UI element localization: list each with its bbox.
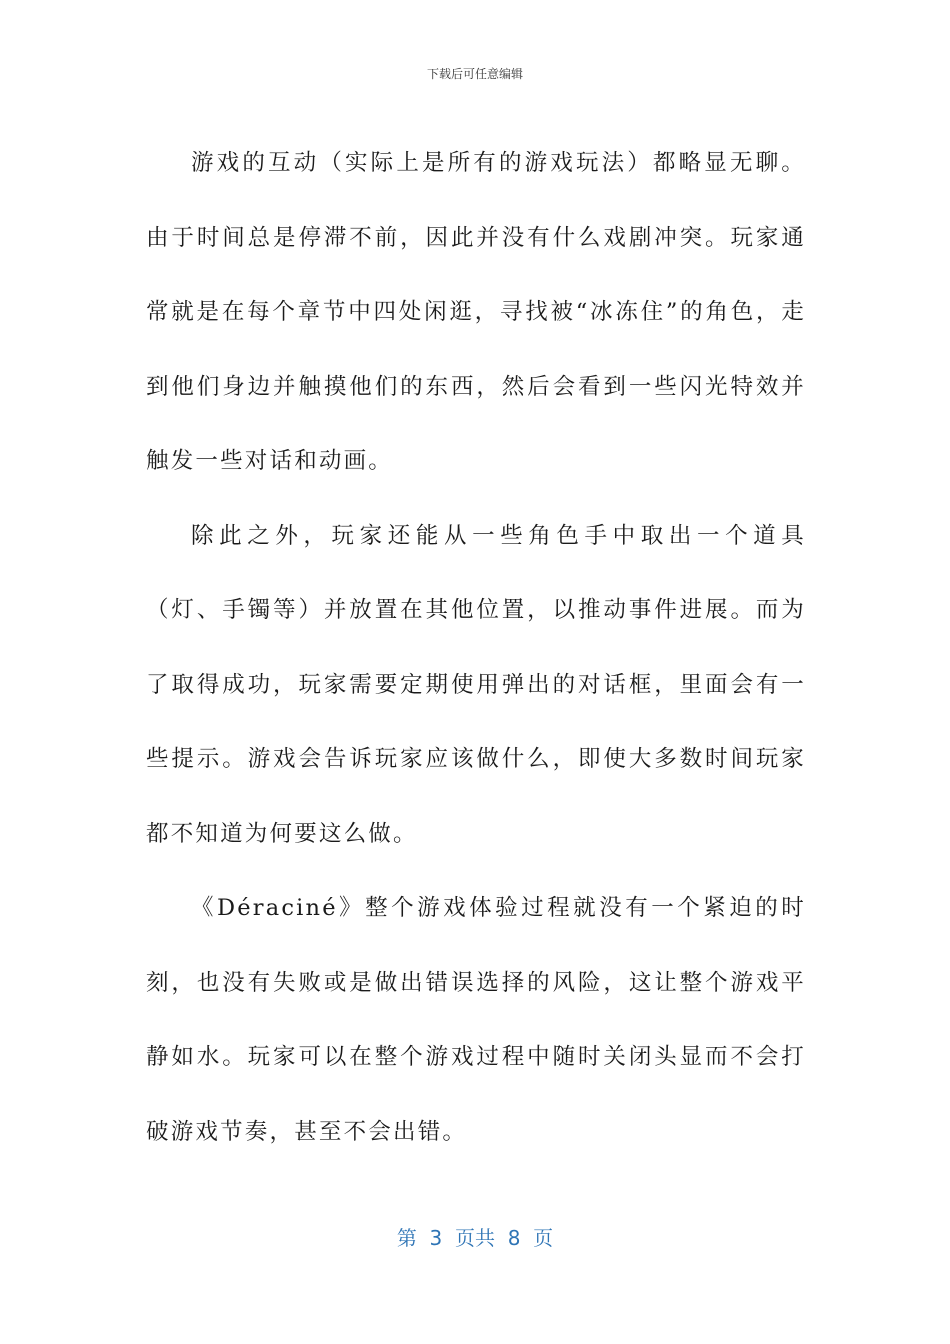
document-body [146, 126, 806, 1169]
paragraph-2: 除此之外，玩家还能从一些角色手中取出一个道具（灯、手镯等）并放置在其他位置，以推动事件进展。而为了取得成功，玩家需要定期使用弹出的对话框，里面会有一些提示。游戏会告诉玩家应该做什么，即使大多数时间玩家都不知道为何要这么做。 [146, 522, 806, 847]
page-header: 下载后可任意编辑 [426, 67, 523, 81]
paragraph-1: 游戏的互动（实际上是所有的游戏玩法）都略显无聊。由于时间总是停滞不前，因此并没有什么戏剧冲突。玩家通常就是在每个章节中四处闲逛，寻找被“冰冻住”的角色，走到他们身边并触摸他们的东西，然后会看到一些闪光特效并触发一些对话和动画。 [146, 150, 806, 474]
paragraph-3: 《Déraciné》整个游戏体验过程就没有一个紧迫的时刻，也没有失败或是做出错误选择的风险，这让整个游戏平静如水。玩家可以在整个游戏过程中随时关闭头显而不会打破游戏节奏，甚至不会出错。 [146, 895, 806, 1145]
page-number-footer: 第 3 页共 8 页 [396, 1226, 554, 1250]
